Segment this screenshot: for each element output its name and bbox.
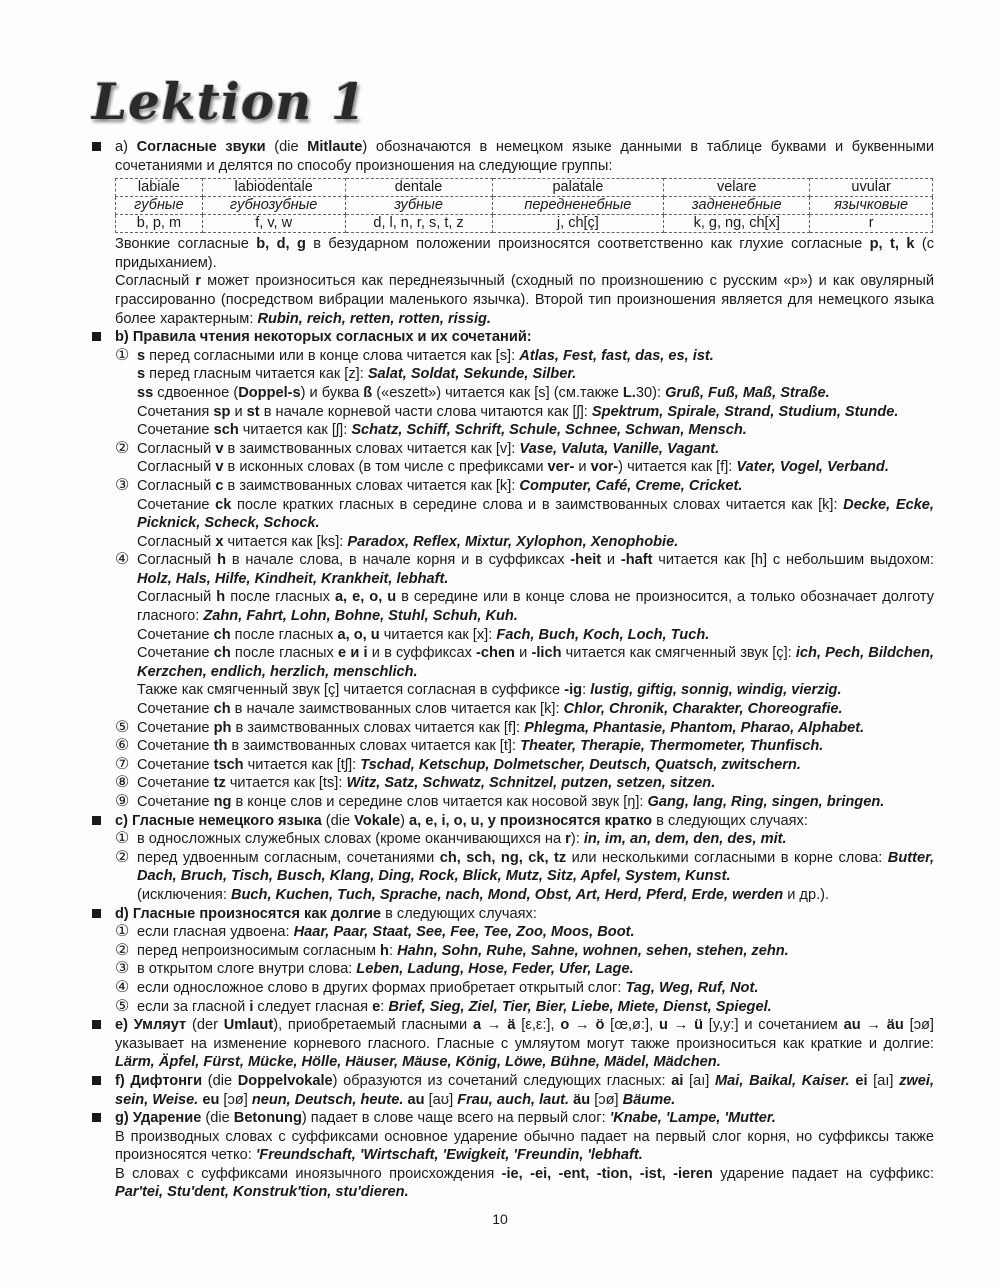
section-a — [92, 138, 934, 328]
rule-item: ⑧ Сочетание tz читается как [ts]: Witz, Satz, Schwatz, Schnitzel, putzen, setzen, sitzen. — [115, 774, 716, 792]
section-a-intro: a) Согласные звуки (die Mitlaute) обозначаются в немецком языке данными в таблице буквами и буквенными сочетаниями и делятся по способу произношения на следующие группы: — [115, 139, 934, 174]
bullet-icon — [92, 816, 101, 825]
umlaut-paragraph: e) Умляут (der Umlaut), приобретаемый гласными a → ä [ε,ε:], o → ö [œ,ø:], u → ü [y,y:] и сочетанием au → äu [ɔø] указывает на изменение корневого гласного. Гласные с умляутом могут также произноситься как краткие и долгие: Lärm, Äpfel, Fürst, Mücke, Hölle, Häuser, Mäuse, König, Löwe, Bühne, Mädel, Mädchen. — [115, 1017, 934, 1071]
table-row: губные губнозубные зубные передненебные задненебные язычковые — [116, 197, 933, 215]
consonant-table — [115, 178, 933, 233]
voiced-consonants-note: Звонкие согласные b, d, g в безударном положении произносятся соответственно как глухие согласные p, t, k (с придыханием). — [115, 236, 935, 271]
rule-item: ⑨ Сочетание ng в конце слов и середине слов читается как носовой звук [ŋ]: Gang, lang, Ring, singen, bringen. — [115, 793, 885, 810]
rule-item: ① если гласная удвоена: Haar, Paar, Staat, See, Fee, Tee, Zoo, Moos, Boot. — [115, 923, 635, 941]
rule-item: ⑦ Сочетание tsch читается как [tʃ]: Tschad, Ketschup, Dolmetscher, Deutsch, Quatsch, zwitschern. — [115, 755, 801, 773]
section-e — [92, 1016, 934, 1072]
rule-item: ③ Согласный c в заимствованных словах читается как [k]: Computer, Café, Creme, Cricket. Сочетание ck после кратких гласных в середине слова и в заимствованных словах читается как [k]: Decke, Ecke, Picknick, Scheck, Schock. Согласный x читается как [ks]: Paradox, Reflex, Mixtur, Xylophon, Xenophobie. — [115, 476, 934, 550]
section-c — [92, 812, 934, 905]
bullet-icon — [92, 1076, 101, 1085]
lesson-title: Lektion 1 — [92, 72, 367, 131]
section-d-heading: d) Гласные произносятся как долгие в следующих случаях: — [115, 905, 537, 922]
bullet-icon — [92, 1020, 101, 1029]
rule-item: ⑥ Сочетание th в заимствованных словах читается как [t]: Theater, Therapie, Thermometer, Thunfisch. — [115, 737, 824, 755]
section-g: g) Ударение (die Betonung) падает в слове чаще всего на первый слог: 'Knabe, 'Lampe, 'Mutter. В производных словах с суффиксами основное ударение обычно падает на первый слог корня, но суффиксы также произносятся четко: 'Freundschaft, 'Wirtschaft, 'Ewigkeit, 'Freundin, 'lebhaft. В словах с суффиксами иноязычного происхождения -ie, -ei, -ent, -tion, -ist, -ieren ударение падает на суффикс: Par'tei, Stu'dent, Konstruk'tion, stu'dieren. — [92, 1109, 934, 1202]
table-row: b, p, m f, v, w d, l, n, r, s, t, z j, ch[ç] k, g, ng, ch[x] r — [116, 215, 933, 233]
table-row: labiale labiodentale dentale palatale velare uvular — [116, 179, 933, 197]
rule-item: ⑤ если за гласной i следует гласная e: Brief, Sieg, Ziel, Tier, Bier, Liebe, Miete, Dienst, Spiegel. — [115, 997, 772, 1015]
rule-item: ⑤ Сочетание ph в заимствованных словах читается как [f]: Phlegma, Phantasie, Phantom, Pharao, Alphabet. — [115, 718, 865, 736]
stress-paragraph: g) Ударение (die Betonung) падает в слове чаще всего на первый слог: 'Knabe, 'Lampe, 'Mutter. — [115, 1110, 776, 1127]
page-number: 10 — [492, 1211, 508, 1227]
bullet-icon — [92, 1113, 101, 1122]
lesson-content — [92, 138, 934, 1202]
rule-item: ③ в открытом слоге внутри слова: Leben, Ladung, Hose, Feder, Ufer, Lage. — [115, 960, 634, 978]
rule-item: ④ если односложное слово в других формах приобретает открытый слог: Tag, Weg, Ruf, Not. — [115, 978, 759, 996]
rule-item: ④ Согласный h в начале слова, в начале корня и в суффиксах -heit и -haft читается как [h] с небольшим выдохом: Holz, Hals, Hilfe, Kindheit, Krankheit, lebhaft. Согласный h после гласных a, e, o, u в середине или в конце слова не произносится, а только обозначает долготу гласного: Zahn, Fahrt, Lohn, Bohne, Stuhl, Schuh, Kuh. Сочетание ch после гласных a, o, u читается как [x]: Fach, Buch, Koch, Loch, Tuch. Сочетание ch после гласных e и i и в суффиксах -chen и -lich читается как смягченный звук [ç]: ich, Pech, Bildchen, Kerzchen, endlich, herzlich, menschlich. Также как смягченный звук [ç] читается согласная в суффиксе -ig: lustig, giftig, sonnig, windig, vierzig. Сочетание ch в начале заимствованных слов читается как [k]: Chlor, Chronik, Charakter, Choreografie. — [115, 551, 935, 718]
section-f — [92, 1072, 934, 1109]
rule-item: ② перед удвоенным согласным, сочетаниями ch, sch, ng, ck, tz или несколькими согласными в корне слова: Butter, Dach, Bruch, Tisch, Busch, Klang, Ding, Rock, Blick, Mutz, Sitz, Apfel, System, Kunst. (исключения: Buch, Kuchen, Tuch, Sprache, nach, Mond, Obst, Art, Herd, Pferd, Erde, werden и др.). — [115, 848, 934, 903]
section-b-heading: b) Правила чтения некоторых согласных и их сочетаний: — [115, 329, 532, 346]
rule-item: ② перед непроизносимым согласным h: Hahn, Sohn, Ruhe, Sahne, wohnen, sehen, stehen, zehn. — [115, 941, 789, 959]
section-c-heading: c) Гласные немецкого языка (die Vokale) a, e, i, o, u, y произносятся кратко в следующих случаях: — [115, 812, 808, 829]
section-b — [92, 328, 934, 811]
section-d — [92, 905, 934, 1017]
bullet-icon — [92, 909, 101, 918]
diphthong-paragraph: f) Дифтонги (die Doppelvokale) образуются из сочетаний следующих гласных: ai [aı] Mai, Baikal, Kaiser. ei [aı] zwei, sein, Weise. eu [ɔø] neun, Deutsch, heute. au [aʊ] Frau, auch, laut. äu [ɔø] Bäume. — [115, 1072, 934, 1108]
bullet-icon — [92, 142, 101, 151]
rule-item: ② Согласный v в заимствованных словах читается как [v]: Vase, Valuta, Vanille, Vagant. Согласный v в исконных словах (в том числе с префиксами ver- и vor-) читается как [f]: Vater, Vogel, Verband. — [115, 439, 889, 476]
bullet-icon — [92, 332, 101, 341]
rule-item: ① в односложных служебных словах (кроме оканчивающихся на r): in, im, an, dem, den, des, mit. — [115, 830, 787, 848]
r-pronunciation-note: Согласный r может произноситься как переднеязычный (сходный по произношению с русским «р») и как овулярный грассированно (посредством вибрации маленького язычка). Второй тип произношения является для немецкого языка более характерным: Rubin, reich, retten, rotten, rissig. — [115, 273, 934, 327]
rule-item: ① s перед согласными или в конце слова читается как [s]: Atlas, Fest, fast, das, es, ist. s перед гласным читается как [z]: Salat, Soldat, Sekunde, Silber. ss сдвоенное (Doppel-s) и буква ß («eszett») читается как [s] (см.также L.30): Gruß, Fuß, Maß, Straße. Сочетания sp и st в начале корневой части слова читаются как [ʃ]: Spektrum, Spirale, Strand, Studium, Stunde. Сочетание sch читается как [ʃ]: Schatz, Schiff, Schrift, Schule, Schnee, Schwan, Mensch. — [115, 346, 899, 439]
